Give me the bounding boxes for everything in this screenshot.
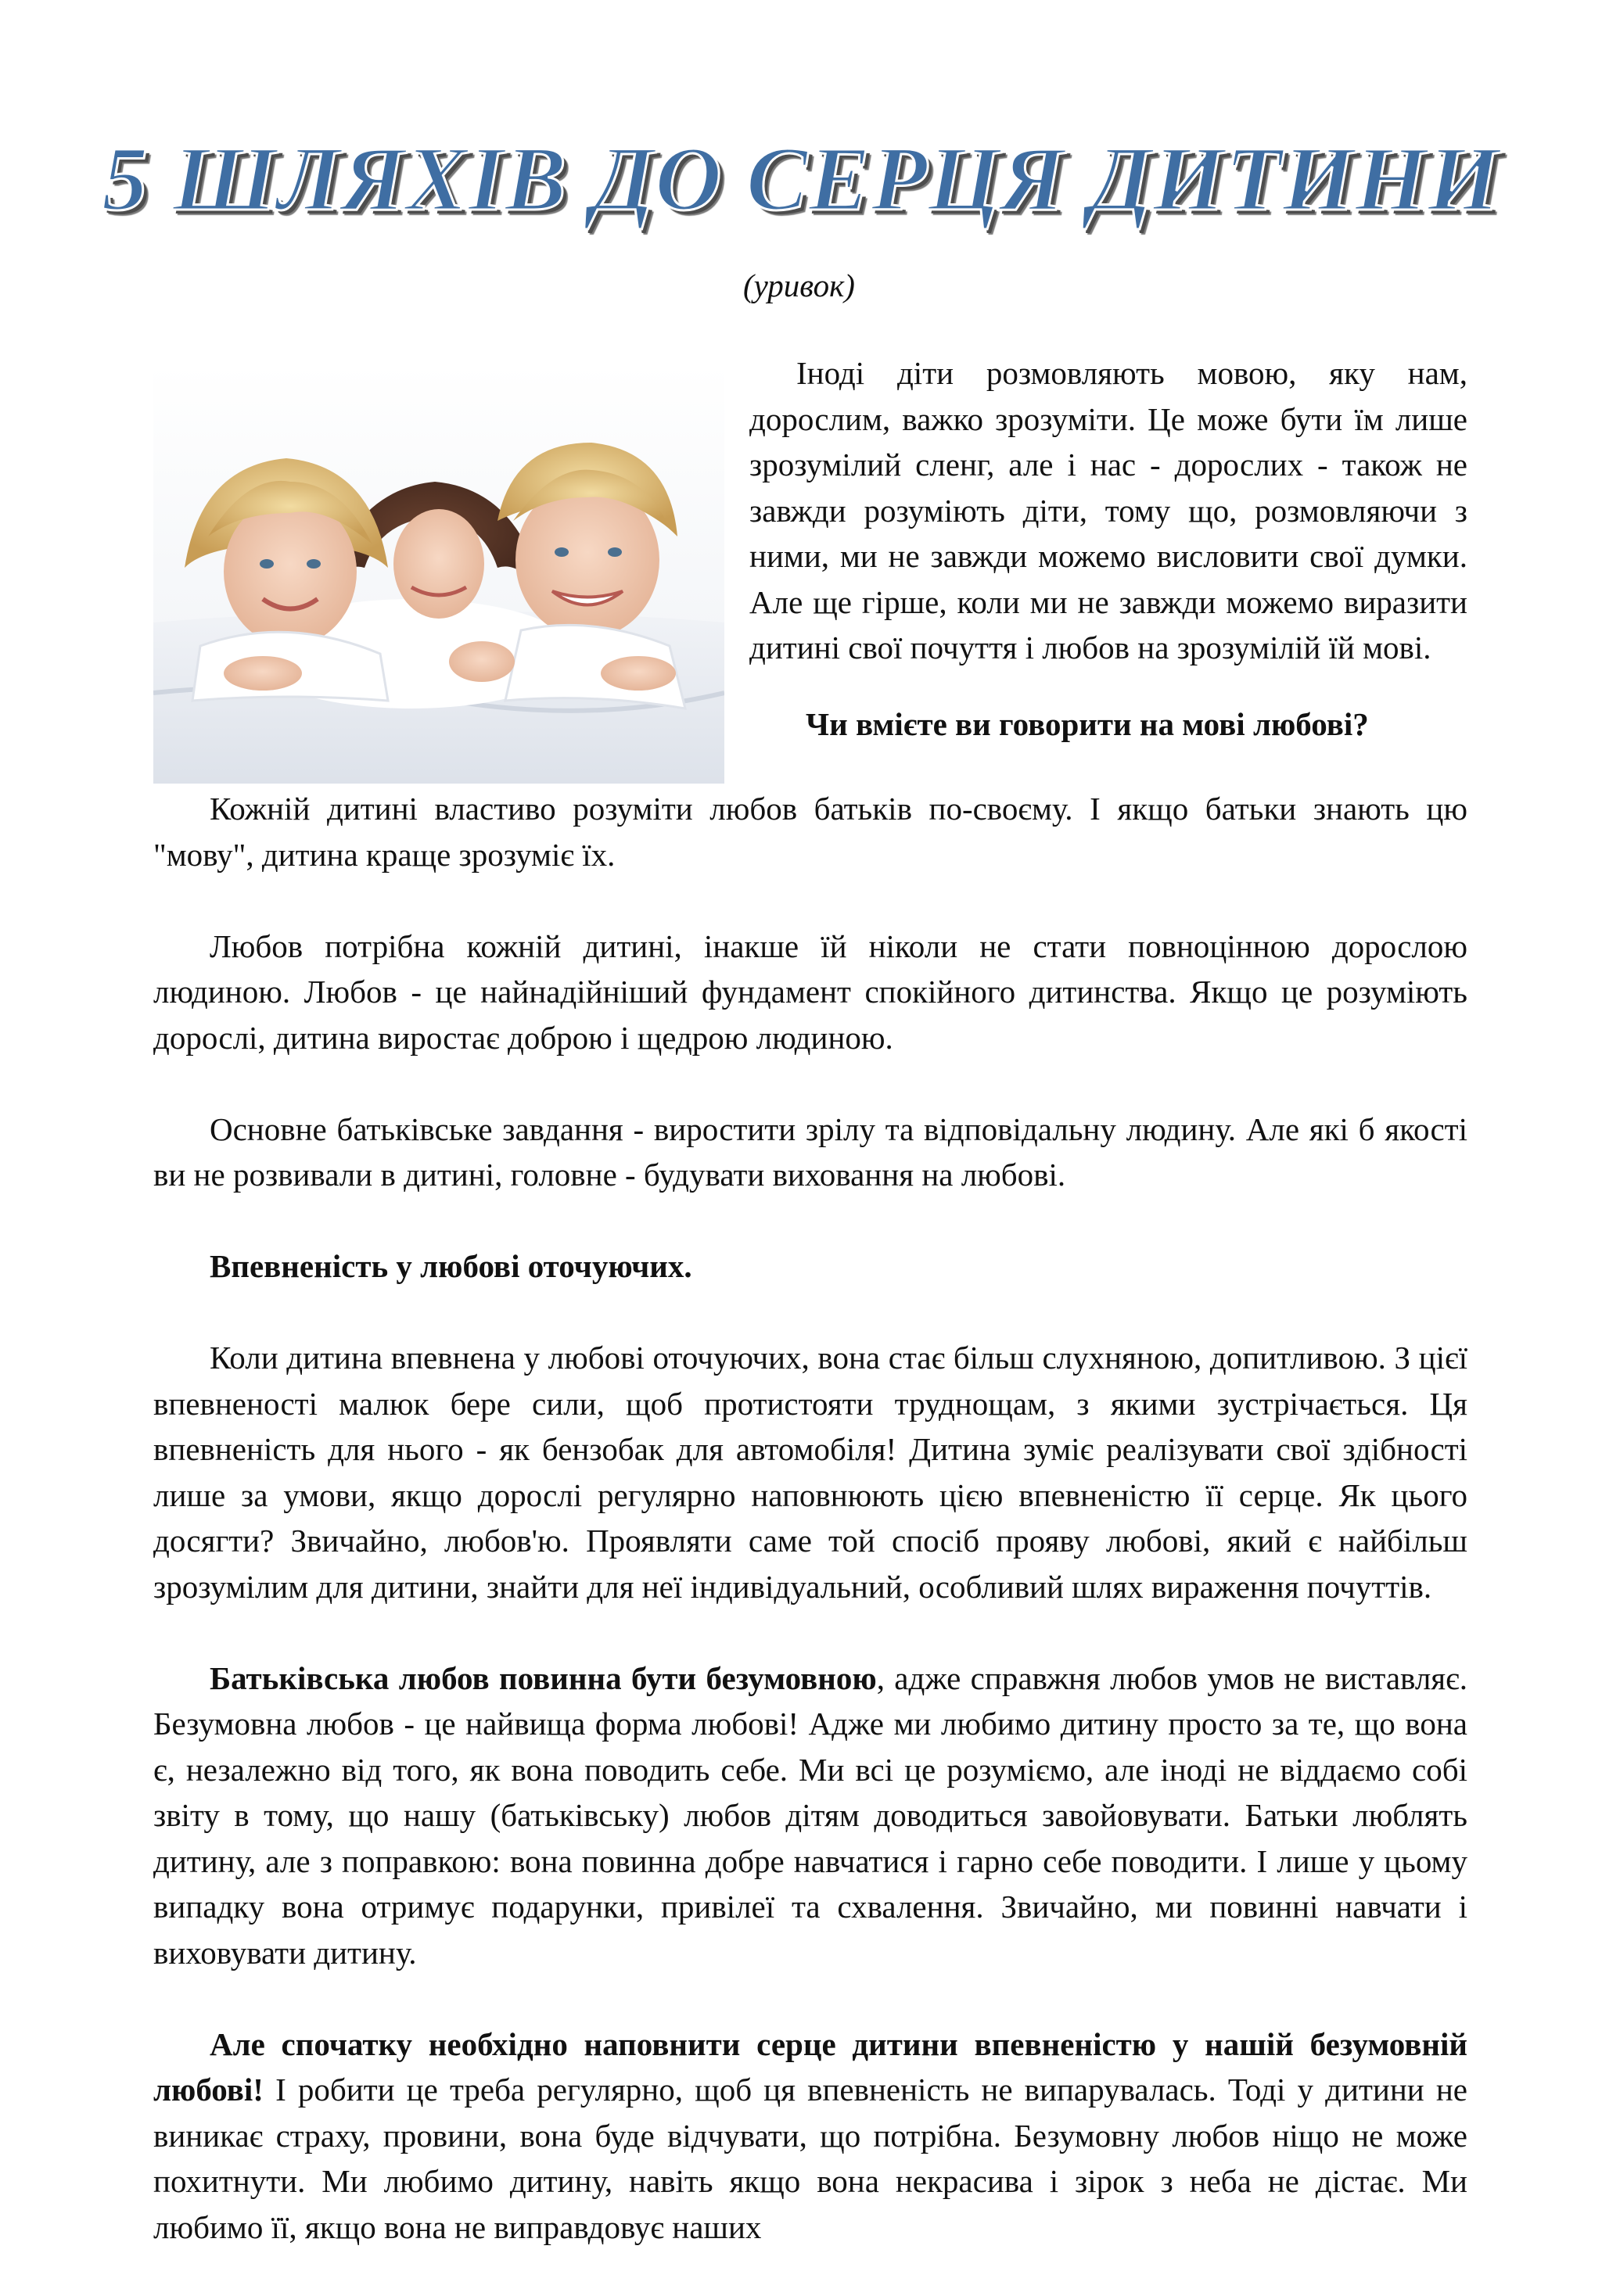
unconditional-bold-lead: Батьківська любов повинна бути безумовною [210, 1659, 877, 1696]
body-paragraph-2: Любов потрібна кожній дитині, інакше їй ніколи не стати повноцінною дорослою людиною. Любов - це найнадійніший фундамент спокійного дитинства. Якщо це розуміють дорослі, дитина виростає доброю і щедрою людиною. [153, 927, 1467, 1056]
unconditional-rest: , адже справжня любов умов не виставляє. Безумовна любов - це найвища форма любові! Адже ми любимо дитину просто за те, що вона є, незалежно від того, як вона поводить себе. Ми всі це розуміємо, але іноді не віддаємо собі звіту в тому, що нашу (батьківську) любов дітям доводиться завойовувати. Батьки люблять дитину, але з поправкою: вона повинна добре навчатися і гарно себе поводити. І лише у цьому випадку вона отримує подарунки, привілеї та схвалення. Звичайно, ми повинні навчати і виховувати дитину. [153, 1659, 1468, 1971]
document-body [153, 786, 1467, 2296]
document-subtitle: (уривок) [743, 267, 855, 303]
section-heading-confidence: Впевненість у любові оточуючих. [210, 1248, 692, 1284]
intro-paragraph: Іноді діти розмовляють мовою, яку нам, дорослим, важко зрозуміти. Це може бути їм лише зрозумілий сленг, але і нас - дорослих - також не завжди розуміють діти, тому що, розмовляючи з ними, ми не завжди можемо висловити свої думки. Але ще гірше, коли ми не завжди можемо виразити дитині свої почуття і любов на зрозумілій їй мові. [749, 355, 1467, 665]
fill-heart-rest: І робити це треба регулярно, щоб ця впевненість не випарувалась. Тоді у дитини не виникає страху, провини, вона буде відчувати, що потрібна. Безумовну любов ніщо не може похитнути. Ми любимо дитину, навіть якщо вона некрасива і зірок з неба не дістає. Ми любимо її, якщо вона не виправдовує наших [153, 2072, 1467, 2245]
body-paragraph-1: Кожній дитині властиво розуміти любов батьків по-своєму. І якщо батьки знають цю "мову", дитина краще зрозуміє їх. [153, 791, 1467, 873]
body-paragraph-confidence: Коли дитина впевнена у любові оточуючих, вона стає більш слухняною, допитливою. З цієї впевненості малюк бере сили, щоб протистояти труднощам, з якими зустрічається. Ця впевненість для нього - як бензобак для автомобіля! Дитина зуміє реалізувати свої здібності лише за умови, якщо дорослі регулярно наповнюють цією впевненістю її серце. Як цього досягти? Звичайно, любов'ю. Проявляти саме той спосіб прояву любові, який є найбільш зрозумілим для дитини, знайти для неї індивідуальний, особливий шлях вираження почуттів. [153, 1340, 1467, 1605]
mother-and-children-photo [153, 364, 724, 784]
body-paragraph-fill-heart [153, 2022, 1467, 2251]
fill-heart-bold-lead: Але спочатку необхідно наповнити серце дитини впевненістю у нашій безумовній любові! [153, 2025, 1467, 2108]
document-title: 5 ШЛЯХІВ ДО СЕРЦЯ ДИТИНИ [102, 127, 1500, 230]
body-paragraph-3: Основне батьківське завдання - виростити зрілу та відповідальну людину. Але які б якості ви не розвивали в дитині, головне - будувати виховання на любові. [153, 1110, 1467, 1193]
photo-illustration [153, 364, 724, 784]
intro-question-heading: Чи вмієте ви говорити на мові любові? [806, 706, 1369, 742]
body-paragraph-unconditional [153, 1656, 1467, 1976]
